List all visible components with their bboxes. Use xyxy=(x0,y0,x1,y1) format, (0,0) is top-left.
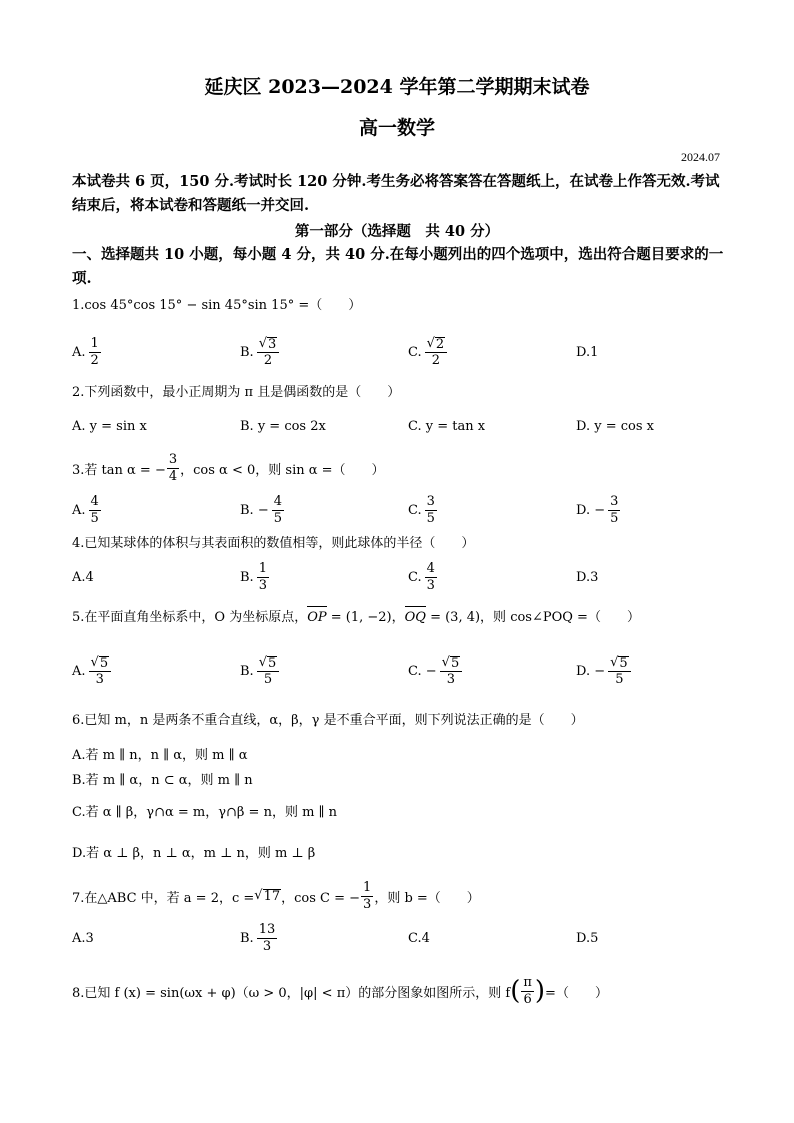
fraction xyxy=(608,494,620,527)
option-label: A. xyxy=(72,344,86,360)
question-8-stem xyxy=(72,968,608,1014)
denominator: 5 xyxy=(426,510,435,526)
question-3-option-d xyxy=(576,490,621,530)
option-label: C. xyxy=(408,344,422,360)
numerator: 3 xyxy=(168,451,178,467)
question-6-option-c: C.若 α ∥ β，γ∩α = m，γ∩β = n，则 m ∥ n xyxy=(72,805,338,820)
question-7-option-c: C.4 xyxy=(408,930,430,946)
question-6-stem: 6.已知 m，n 是两条不重合直线，α，β，γ 是不重合平面，则下列说法正确的是（ ） xyxy=(72,713,584,728)
fraction xyxy=(425,561,437,594)
stem-text: 8.已知 f (x) = sin(ωx + φ)（ω > 0，|φ| < π）的部分图象如图所示，则 f xyxy=(72,985,511,1001)
denominator: 5 xyxy=(263,671,273,687)
fraction xyxy=(89,655,112,688)
section-one-instructions: 一、选择题共 10 小题，每小题 4 分，共 40 分.在每小题列出的四个选项中，选出符合题目要求的一项. xyxy=(72,246,724,287)
right-paren: ) xyxy=(534,976,546,1006)
question-2-option-c: C. y = tan x xyxy=(408,418,486,434)
question-7-option-a: A.3 xyxy=(72,930,94,946)
fraction xyxy=(257,655,280,688)
denominator: 2 xyxy=(263,352,273,368)
fraction xyxy=(167,452,179,485)
question-7-option-d: D.5 xyxy=(576,930,599,946)
question-5-option-a xyxy=(72,651,112,691)
option-label: B. xyxy=(240,344,254,360)
question-2-option-a: A. y = sin x xyxy=(72,418,147,434)
question-6-option-d: D.若 α ⊥ β，n ⊥ α，m ⊥ n，则 m ⊥ β xyxy=(72,846,316,861)
question-3-option-a xyxy=(72,490,102,530)
option-label: C. xyxy=(408,569,422,585)
numerator: √ 5 xyxy=(440,655,463,672)
question-1-option-a xyxy=(72,332,102,372)
numerator: 1 xyxy=(90,335,99,351)
question-5-option-c xyxy=(408,651,463,691)
question-3-option-b xyxy=(240,490,285,530)
denominator: 3 xyxy=(363,896,372,912)
square-root: √ 17 xyxy=(254,888,281,904)
denominator: 6 xyxy=(523,991,532,1007)
numerator: 3 xyxy=(610,493,619,509)
question-7-stem xyxy=(72,876,480,916)
question-4-option-c xyxy=(408,557,438,597)
fraction xyxy=(425,494,437,527)
fraction xyxy=(425,336,448,369)
fraction xyxy=(608,655,631,688)
denominator: 3 xyxy=(446,671,456,687)
numerator: 4 xyxy=(90,493,99,509)
question-3-option-c xyxy=(408,490,438,530)
fraction xyxy=(89,336,101,369)
stem-text: 7.在△ABC 中，若 a = 2，c = xyxy=(72,890,255,906)
radicand: 5 xyxy=(450,655,460,671)
denominator: 3 xyxy=(258,577,267,593)
option-label: A. xyxy=(72,502,86,518)
option-label: C. xyxy=(408,502,422,518)
question-6-option-a: A.若 m ∥ n，n ∥ α，则 m ∥ α xyxy=(72,748,248,763)
fraction xyxy=(257,336,280,369)
denominator: 4 xyxy=(168,468,178,484)
stem-text: = (3, 4)，则 cos∠POQ =（ ） xyxy=(425,610,640,625)
question-3-stem xyxy=(72,448,385,488)
question-5-stem xyxy=(72,609,640,627)
fraction xyxy=(361,880,373,913)
question-4-option-d: D.3 xyxy=(576,569,599,585)
radicand: 17 xyxy=(263,889,281,904)
numerator: 3 xyxy=(426,493,435,509)
left-paren: ( xyxy=(510,976,521,1006)
exam-date: 2024.07 xyxy=(681,150,720,164)
denominator: 5 xyxy=(610,510,619,526)
stem-text: ，cos α < 0，则 sin α =（ ） xyxy=(180,462,385,478)
question-2-option-d: D. y = cos x xyxy=(576,418,654,434)
question-5-option-b xyxy=(240,651,280,691)
numerator: 4 xyxy=(273,493,282,509)
stem-text: 3.若 tan α = − xyxy=(72,462,166,478)
option-label: B. xyxy=(240,569,254,585)
question-1-option-c xyxy=(408,332,448,372)
question-4-option-b xyxy=(240,557,270,597)
numerator: √ 5 xyxy=(89,655,112,672)
stem-text: = (1, −2)， xyxy=(326,610,405,625)
fraction xyxy=(89,494,101,527)
stem-text: ，cos C = − xyxy=(281,890,361,906)
radicand: 5 xyxy=(99,655,109,671)
denominator: 3 xyxy=(426,577,435,593)
denominator: 3 xyxy=(262,938,272,954)
option-label: D. − xyxy=(576,663,606,679)
denominator: 2 xyxy=(431,352,441,368)
numerator: √ 5 xyxy=(257,655,280,672)
numerator: 1 xyxy=(258,560,267,576)
stem-text: 5.在平面直角坐标系中，O 为坐标原点， xyxy=(72,610,308,625)
denominator: 5 xyxy=(90,510,99,526)
fraction xyxy=(257,561,269,594)
numerator: √ 2 xyxy=(425,336,448,353)
question-1-stem: 1.cos 45°cos 15° − sin 45°sin 15° =（ ） xyxy=(72,298,362,313)
vector-op: OP xyxy=(307,610,327,625)
question-7-option-b xyxy=(240,918,278,958)
denominator: 3 xyxy=(95,671,104,687)
numerator: √ 5 xyxy=(608,655,631,672)
numerator: 13 xyxy=(258,921,276,937)
radicand: 3 xyxy=(267,336,277,352)
numerator: √ 3 xyxy=(257,336,280,353)
option-label: C. − xyxy=(408,663,437,679)
fraction xyxy=(272,494,284,527)
option-label: B. xyxy=(240,930,254,946)
question-1-option-b xyxy=(240,332,280,372)
question-6-option-b: B.若 m ∥ α，n ⊂ α，则 m ∥ n xyxy=(72,773,253,788)
exam-notice: 本试卷共 6 页，150 分.考试时长 120 分钟.考生务必将答案答在答题纸上，在试卷上作答无效.考试结束后，将本试卷和答题纸一并交回. xyxy=(72,173,720,214)
radicand: 5 xyxy=(619,655,628,671)
exam-subtitle: 高一数学 xyxy=(358,117,435,139)
stem-text: ，则 b =（ ） xyxy=(374,890,480,906)
fraction xyxy=(257,922,278,955)
exam-title: 延庆区 2023—2024 学年第二学期期末试卷 xyxy=(204,76,590,98)
question-2-option-b: B. y = cos 2x xyxy=(240,418,326,434)
numerator: 4 xyxy=(426,560,435,576)
question-5-option-d xyxy=(576,651,632,691)
question-2-stem: 2.下列函数中，最小正周期为 π 且是偶函数的是（ ） xyxy=(72,385,401,400)
stem-text: =（ ） xyxy=(545,985,608,1001)
option-label: A. xyxy=(72,663,86,679)
denominator: 5 xyxy=(273,510,282,526)
denominator: 5 xyxy=(615,671,624,687)
denominator: 2 xyxy=(90,352,99,368)
option-label: B. − xyxy=(240,502,269,518)
numerator: 1 xyxy=(363,879,372,895)
radicand: 2 xyxy=(435,336,445,352)
vector-oq: OQ xyxy=(404,610,426,625)
radicand: 5 xyxy=(267,655,277,671)
part-one-heading: 第一部分（选择题 共 40 分） xyxy=(294,223,500,240)
question-4-option-a: A.4 xyxy=(72,569,94,585)
option-label: B. xyxy=(240,663,254,679)
question-1-option-d: D.1 xyxy=(576,344,599,360)
question-4-stem: 4.已知某球体的体积与其表面积的数值相等，则此球体的半径（ ） xyxy=(72,536,475,551)
numerator: π xyxy=(523,974,532,990)
option-label: D. − xyxy=(576,502,606,518)
fraction xyxy=(440,655,463,688)
fraction xyxy=(521,975,534,1008)
